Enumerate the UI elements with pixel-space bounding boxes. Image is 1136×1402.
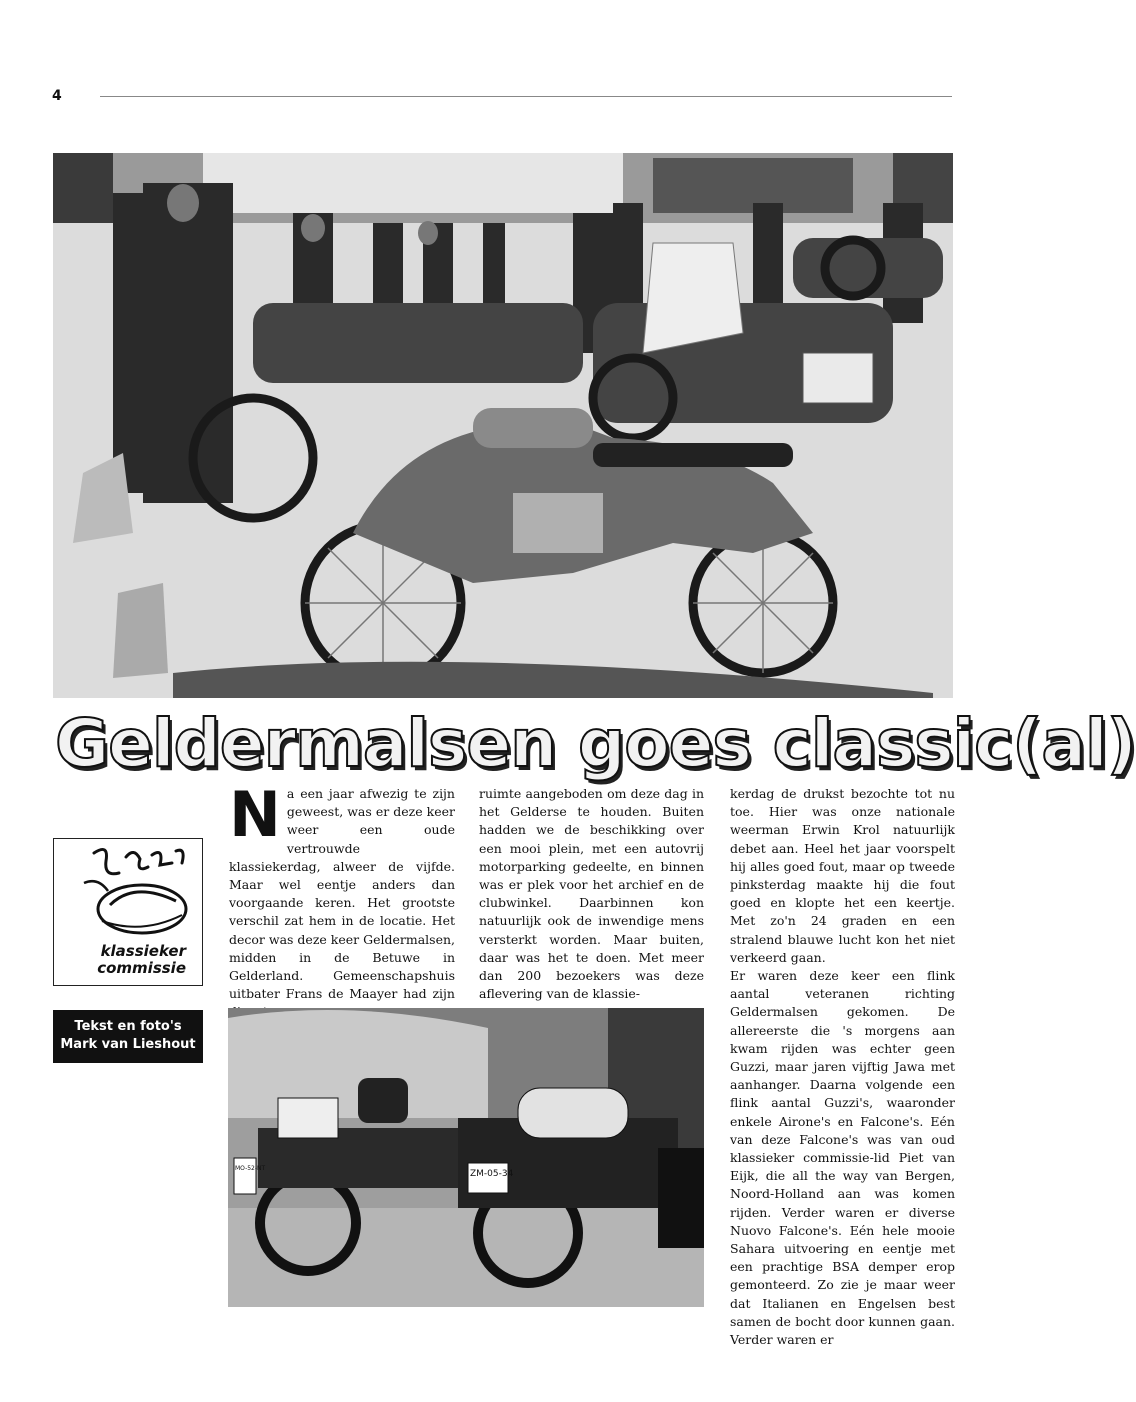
drop-cap: N (229, 778, 281, 851)
credit-line-1: Tekst en foto's (74, 1019, 182, 1034)
page-number: 4 (52, 88, 62, 104)
top-photo (53, 153, 953, 698)
two-motorcycles-photo (228, 1008, 704, 1307)
article-column-3-paragraph-1: kerdag de drukst bezochte tot nu toe. Hier was onze nationale weerman Erwin Krol natuurlijk debet aan. Heel het jaar voorspelt hij alles goed fout, maar op tweede pinksterdag maakte hij die fout goed en klopte het een keertje. Met zo'n 24 graden en een stralend blauwe lucht kon het niet verkeerd gaan. (730, 786, 955, 965)
article-column-3-paragraph-2: Er waren deze keer een flink aantal veteranen richting Geldermalsen gekomen. De allereerste die 's morgens aan kwam rijden was echter geen Guzzi, maar jaren vijftig Jawa met aanhanger. Daarna volgende een flink aantal Guzzi's, waaronder enkele Airone's en Falcone's. Eén van deze Falcone's was van oud klassieker commissie-lid Piet van Eijk, die all the way van Bergen, Noord-Holland aan was komen rijden. Verder waren er diverse Nuovo Falcone's. Eén hele mooie Sahara uitvoering en eentje met een prachtige BSA demper erop gemonteerd. Zo zie je maar weer dat Italianen en Engelsen best samen de bocht door kunnen gaan. Verder waren er (730, 968, 955, 1348)
logo-text-commissie: commissie (97, 959, 186, 977)
photo-credit-box (53, 1010, 203, 1063)
article-column-2-text: ruimte aangeboden om deze dag in het Gelderse te houden. Buiten hadden we de beschikking over een mooi plein, met een autovrij motorparking gedeelte, en binnen was er plek voor het archief en de clubwinkel. Daarbinnen kon natuurlijk ook de inwendige mens versterkt worden. Maar buiten, daar was het te doen. Met meer dan 200 bezoekers was deze aflevering van de klassie- (479, 786, 704, 1002)
article-column-3 (730, 785, 955, 1349)
motorcycle-meeting-photo (53, 153, 953, 698)
article-headline: Geldermalsen goes classic(al) (55, 705, 1136, 782)
header-rule (100, 96, 952, 97)
guzzi-eagle-logo-icon (64, 843, 194, 941)
bottom-photo (228, 1008, 704, 1307)
article-column-1-text: a een jaar afwezig te zijn geweest, was er deze keer weer een oude vertrouwde klassiekerdag, alweer de vijfde. Maar wel eentje anders dan voorgaande keren. Het grootste verschil zat hem in de locatie. Het decor was deze keer Geldermalsen, midden in de Betuwe in Gelderland. Gemeenschapshuis uitbater Frans de Maayer had zijn (229, 786, 455, 1002)
plate-left: MO-52-NT (235, 1165, 266, 1172)
logo-text-klassieker: klassieker (100, 942, 186, 960)
article-column-2 (479, 785, 704, 1003)
credit-author: Mark van Lieshout (60, 1037, 196, 1052)
guzzi-klassieker-logo (53, 838, 203, 986)
article-column-1 (229, 778, 455, 1022)
plate-right: ZM-05-34 (470, 1169, 514, 1179)
